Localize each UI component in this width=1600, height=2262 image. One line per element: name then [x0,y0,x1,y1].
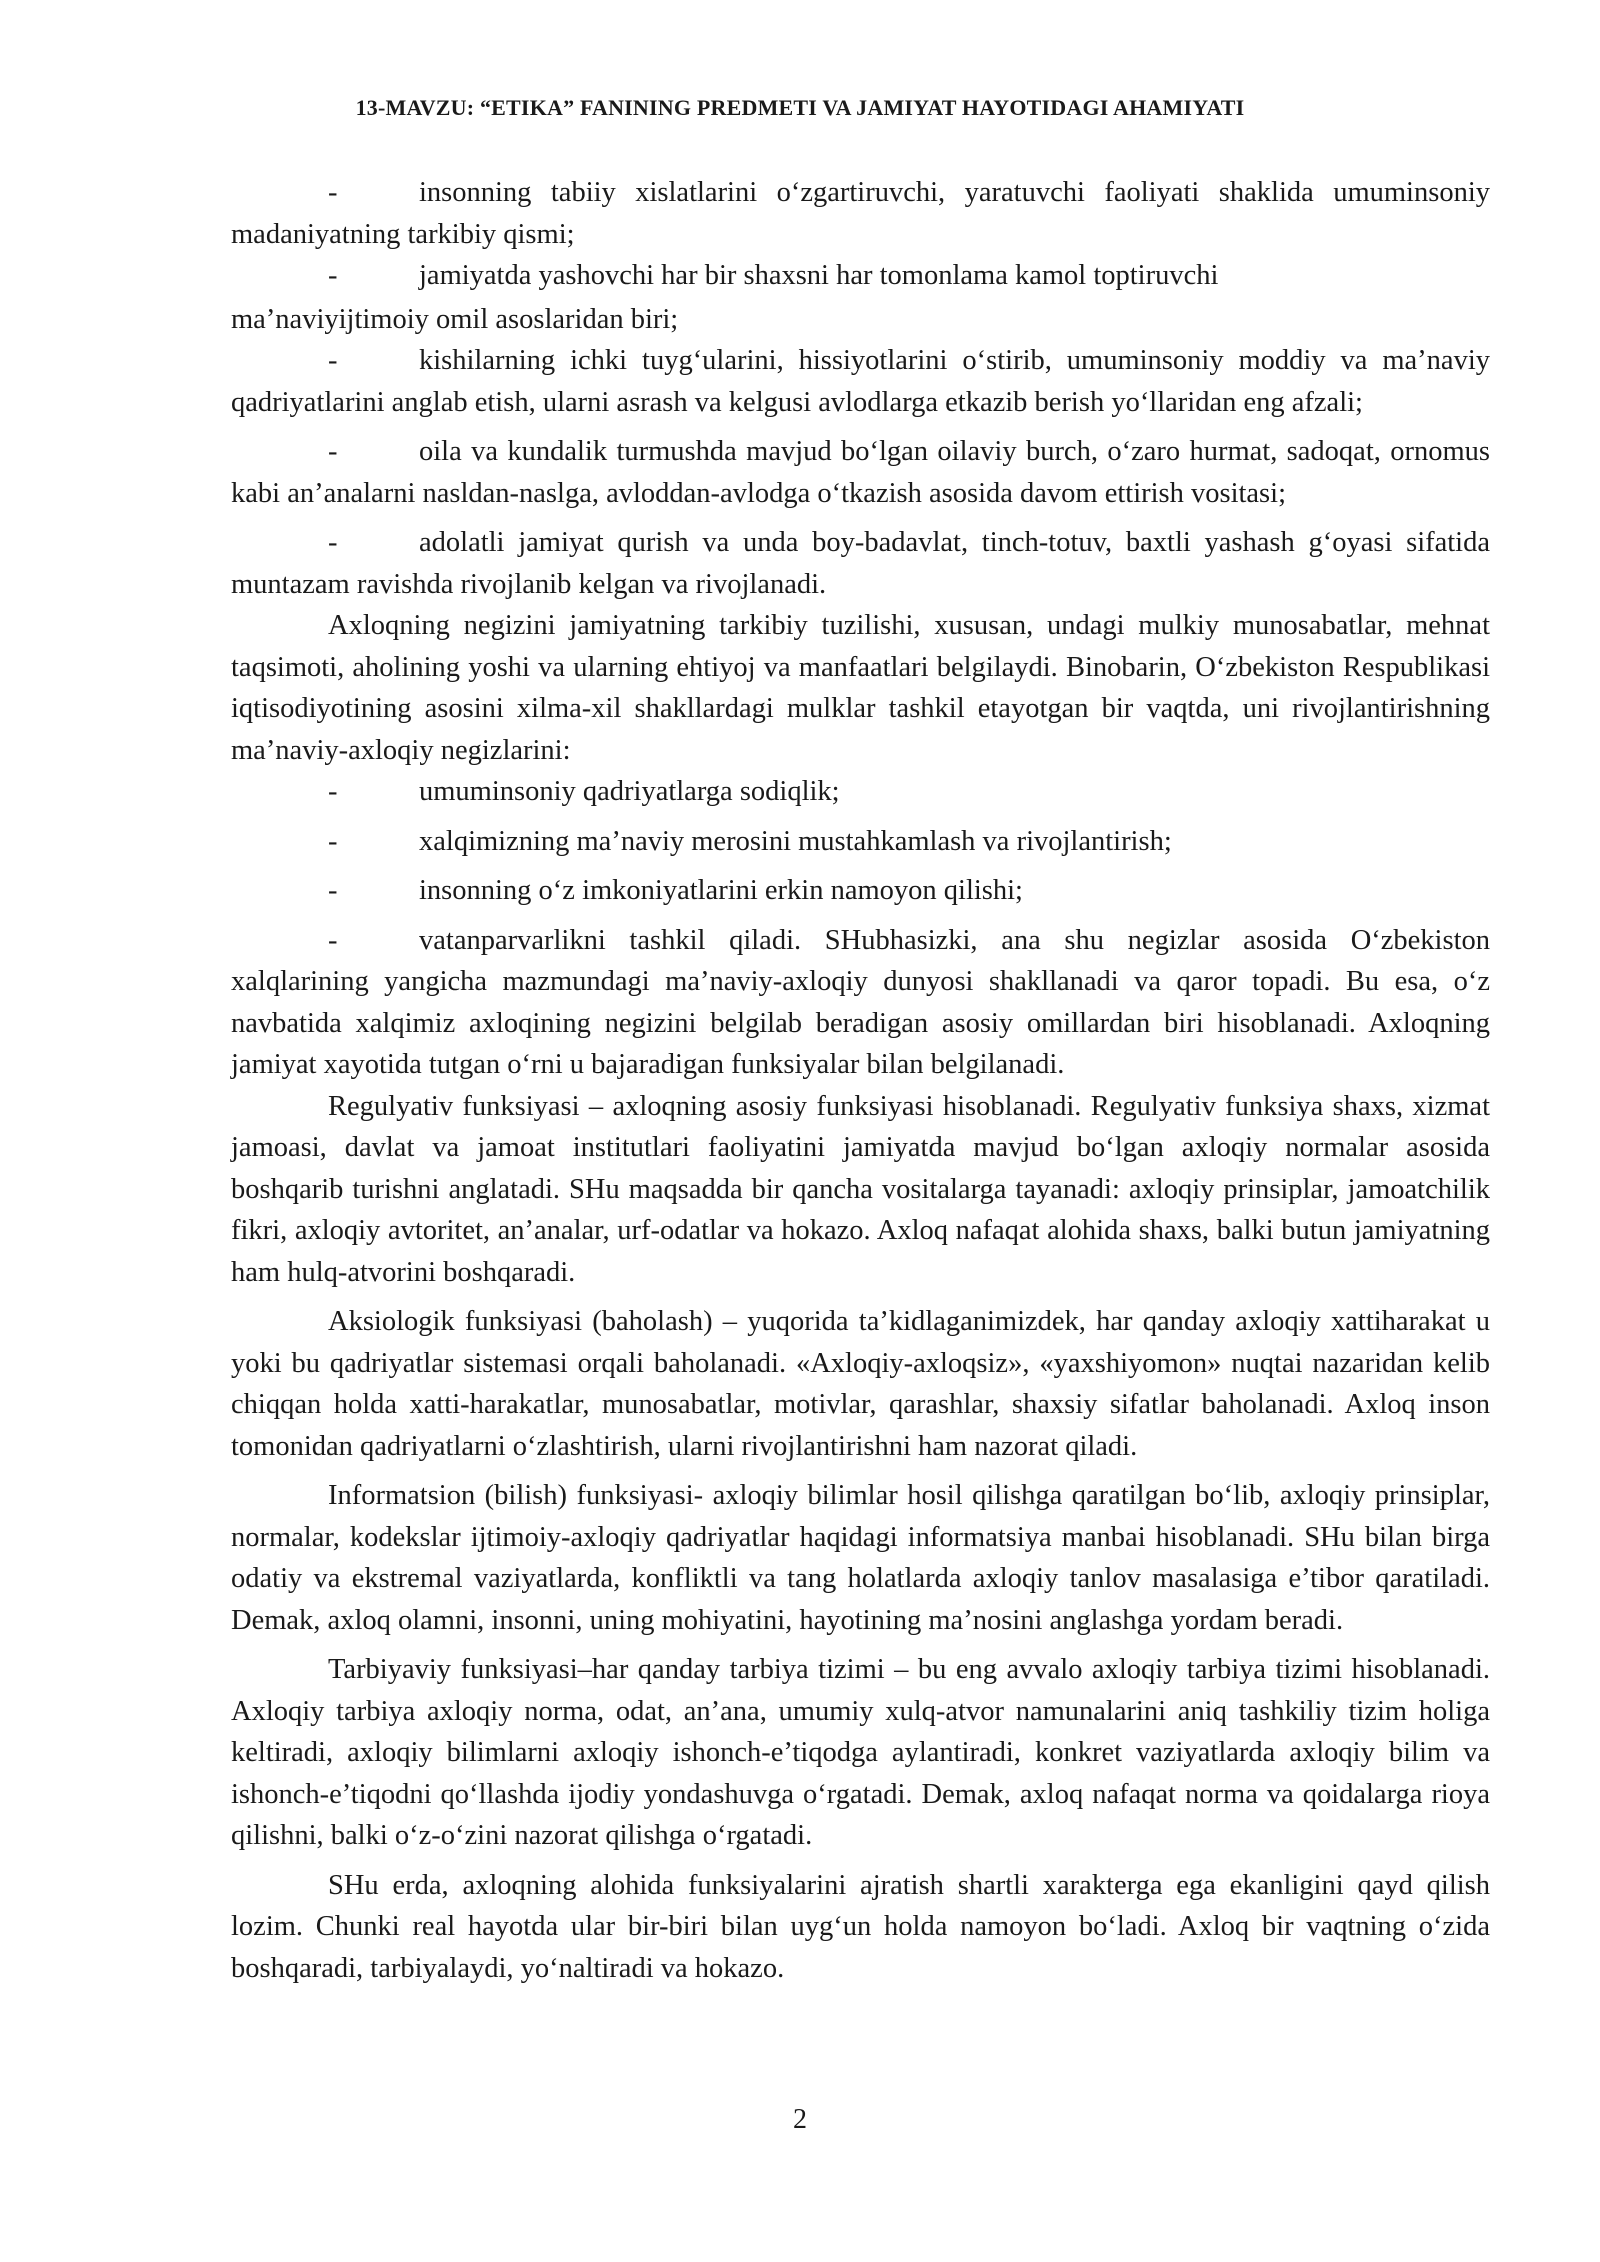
list-item-continuation: ma’naviyijtimoiy omil asoslaridan biri; [231,303,679,335]
list-dash: - [328,776,338,807]
list-item-text: oila va kundalik turmushda mavjud bo‘lgan oilaviy burch, o‘zaro hurmat, sadoqat, ornomus kabi an’analarni nasldan-naslga, avloddan-avlodga o‘tkazish asosida davom ettirish vositasi; [231,436,1490,509]
list-item [231,431,1490,514]
list-dash: - [328,177,338,208]
page-header-title: 13-MAVZU: “ETIKA” FANINING PREDMETI VA JAMIYAT HAYOTIDAGI AHAMIYATI [355,95,1245,120]
list-dash: - [328,260,338,291]
list-item-text: umuminsoniy qadriyatlarga sodiqlik; [419,776,840,807]
paragraph: Axloqning negizini jamiyatning tarkibiy tuzilishi, xususan, undagi mulkiy munosabatlar, mehnat taqsimoti, aholining yoshi va ularning ehtiyoj va manfaatlari belgilaydi. Binobarin, O‘zbekiston Respublikasi iqtisodiyotining asosini xilma-xil shakllardagi mulklar tashkil etayotgan bir vaqtda, uni rivojlantirishning ma’naviy-axloqiy negizlarini: [231,610,1490,766]
list-dash: - [328,436,338,467]
paragraph: Regulyativ funksiyasi – axloqning asosiy funksiyasi hisoblanadi. Regulyativ funksiya shaxs, xizmat jamoasi, davlat va jamoat institutlari faoliyatini jamiyatda mavjud bo‘lgan axloqiy normalar asosida boshqarib turishni anglatadi. SHu maqsadda bir qancha vositalarga tayanadi: axloqiy prinsiplar, jamoatchilik fikri, axloqiy avtoritet, an’analar, urf-odatlar va hokazo. Axloq nafaqat alohida shaxs, balki butun jamiyatning ham hulq-atvorini boshqaradi. [231,1090,1490,1288]
list-dash: - [328,825,338,857]
list-item [231,255,1490,297]
list-item-text: insonning tabiiy xislatlarini o‘zgartiruvchi, yaratuvchi faoliyati shaklida umuminsoniy madaniyatning tarkibiy qismi; [231,177,1490,250]
list-item [231,870,1490,912]
list-dash: - [328,527,338,558]
document-body [231,172,1490,1989]
list-item-text: jamiyatda yashovchi har bir shaxsni har tomonlama kamol toptiruvchi [419,260,1219,291]
paragraph: SHu erda, axloqning alohida funksiyalarini ajratish shartli xarakterga ega ekanligini qayd qilish lozim. Chunki real hayotda ular bir-biri bilan uyg‘un holda namoyon bo‘ladi. Axloq bir vaqtning o‘zida boshqaradi, tarbiyalaydi, yo‘naltiradi va hokazo. [231,1869,1490,1984]
list-item-text: adolatli jamiyat qurish va unda boy-badavlat, tinch-totuv, baxtli yashash g‘oyasi sifatida muntazam ravishda rivojlanib kelgan va rivojlanadi. [231,527,1490,600]
list-item-text: kishilarning ichki tuyg‘ularini, hissiyotlarini o‘stirib, umuminsoniy moddiy va ma’naviy qadriyatlarini anglab etish, ularni asrash va kelgusi avlodlarga etkazib berish yo‘llaridan eng afzali; [231,345,1490,418]
list-dash: - [328,924,338,956]
page-number: 2 [793,2104,807,2135]
paragraph: Tarbiyaviy funksiyasi–har qanday tarbiya tizimi – bu eng avvalo axloqiy tarbiya tizimi hisoblanadi. Axloqiy tarbiya axloqiy norma, odat, an’ana, umumiy xulq-atvor namunalarini aniq tashkiliy tizim holiga keltiradi, axloqiy bilimlarni axloqiy ishonch-e’tiqodga aylantiradi, konkret vaziyatlarda axloqiy bilim va ishonch-e’tiqodni qo‘llashda ijodiy yondashuvga o‘rgatadi. Demak, axloq nafaqat norma va qoidalarga rioya qilishni, balki o‘z-o‘zini nazorat qilishga o‘rgatadi. [231,1654,1490,1851]
list-item [231,522,1490,605]
paragraph: Aksiologik funksiyasi (baholash) – yuqorida ta’kidlaganimizdek, har qanday axloqiy xattiharakat u yoki bu qadriyatlar sistemasi orqali baholanadi. «Axloqiy-axloqsiz», «yaxshiyomon» nuqtai nazaridan kelib chiqqan holda xatti-harakatlar, munosabatlar, motivlar, qarashlar, shaxsiy sifatlar baholanadi. Axloq inson tomonidan qadriyatlarni o‘zlashtirish, ularni rivojlantirishni ham nazorat qiladi. [231,1306,1490,1462]
paragraph: Informatsion (bilish) funksiyasi- axloqiy bilimlar hosil qilishga qaratilgan bo‘lib, axloqiy prinsiplar, normalar, kodekslar ijtimoiy-axloqiy qadriyatlar haqidagi informatsiya manbai hisoblanadi. SHu bilan birga odatiy va ekstremal vaziyatlarda, konfliktli va tang holatlarda axloqiy tanlov masalasiga e’tibor qaratiladi. Demak, axloq olamni, insonni, uning mohiyatini, hayotining ma’nosini anglashga yordam beradi. [231,1480,1490,1636]
list-item-text: insonning o‘z imkoniyatlarini erkin namoyon qilishi; [419,875,1023,906]
list-item [231,340,1490,423]
list-dash: - [328,875,338,906]
list-item-text: vatanparvarlikni tashkil qiladi. SHubhasizki, ana shu negizlar asosida O‘zbekiston xalqlarining yangicha mazmundagi ma’naviy-axloqiy dunyosi shakllanadi va qaror topadi. Bu esa, o‘z navbatida xalqimiz axloqining negizini belgilab beradigan asosiy omillardan biri hisoblanadi. Axloqning jamiyat xayotida tutgan o‘rni u bajaradigan funksiyalar bilan belgilanadi. [231,924,1490,1080]
list-item [231,771,1490,813]
list-dash: - [328,345,338,376]
list-item [231,172,1490,255]
list-item [231,821,1490,863]
list-item [231,920,1490,1086]
list-item-text: xalqimizning ma’naviy merosini mustahkamlash va rivojlantirish; [419,825,1172,857]
